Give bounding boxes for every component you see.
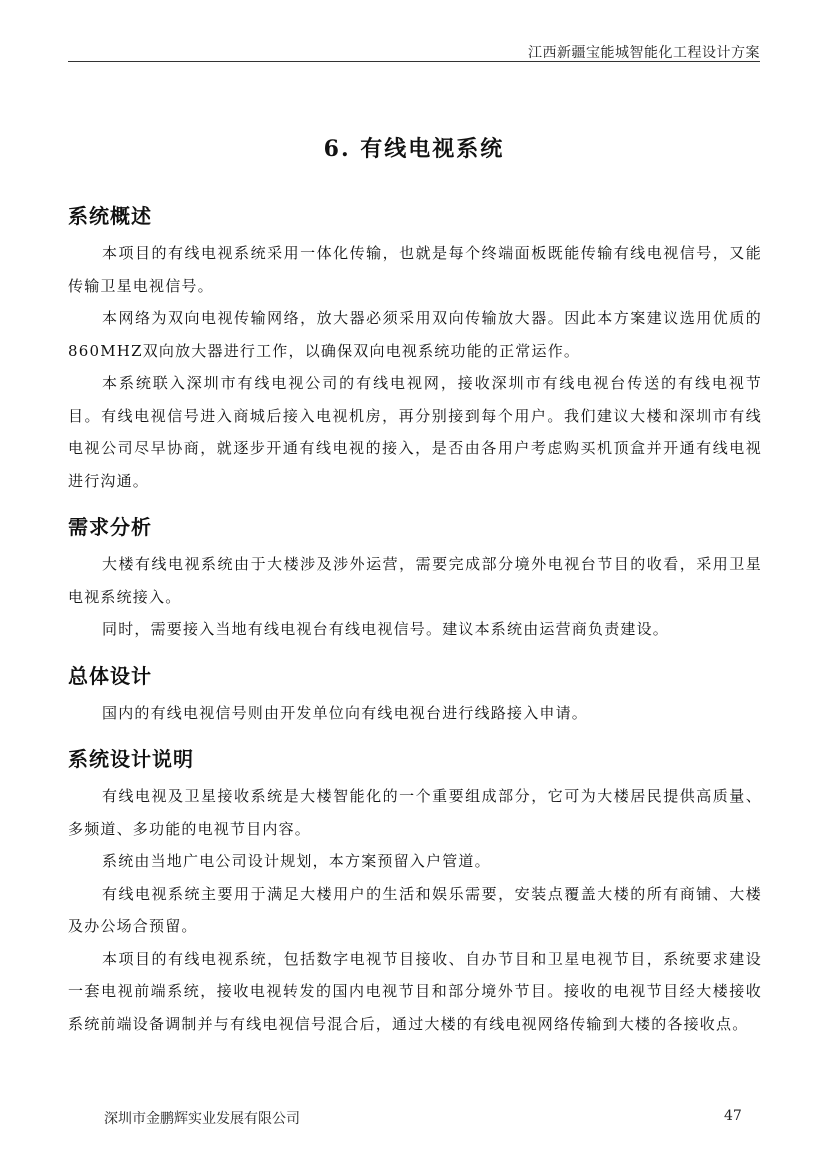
section-heading: 系统设计说明	[68, 747, 194, 771]
section-requirements	[68, 511, 762, 646]
paragraph: 本网络为双向电视传输网络，放大器必须采用双向传输放大器。因此本方案建议选用优质的860MHZ双向放大器进行工作，以确保双向电视系统功能的正常运作。	[68, 309, 762, 360]
chapter-title: 6. 有线电视系统	[323, 136, 505, 162]
section-overall-design	[68, 660, 762, 730]
page-number: 47	[724, 1108, 742, 1124]
header-rule	[68, 61, 760, 62]
paragraph: 本系统联入深圳市有线电视公司的有线电视网，接收深圳市有线电视台传送的有线电视节目。有线电视信号进入商城后接入电视机房，再分别接到每个用户。我们建议大楼和深圳市有线电视公司尽早协商，就逐步开通有线电视的接入，是否由各用户考虑购买机顶盒并开通有线电视进行沟通。	[68, 374, 762, 490]
paragraph: 有线电视系统主要用于满足大楼用户的生活和娱乐需要，安装点覆盖大楼的所有商铺、大楼及办公场合预留。	[68, 884, 762, 935]
section-overview	[68, 200, 762, 497]
paragraph: 系统由当地广电公司设计规划，本方案预留入户管道。	[102, 852, 491, 870]
paragraph: 本项目的有线电视系统，包括数字电视节目接收、自办节目和卫星电视节目，系统要求建设一套电视前端系统，接收电视转发的国内电视节目和部分境外节目。接收的电视节目经大楼接收系统前端设备调制并与有线电视信号混合后，通过大楼的有线电视网络传输到大楼的各接收点。	[68, 949, 762, 1033]
paragraph: 国内的有线电视信号则由开发单位向有线电视台进行线路接入申请。	[102, 703, 589, 722]
paragraph: 同时，需要接入当地有线电视台有线电视信号。建议本系统由运营商负责建设。	[102, 620, 670, 638]
footer-company: 深圳市金鹏辉实业发展有限公司	[104, 1111, 300, 1127]
paragraph: 大楼有线电视系统由于大楼涉及涉外运营，需要完成部分境外电视台节目的收看，采用卫星电视系统接入。	[68, 555, 762, 606]
section-heading: 系统概述	[68, 204, 152, 228]
section-heading: 总体设计	[68, 663, 152, 688]
document-body	[68, 200, 762, 1054]
paragraph: 有线电视及卫星接收系统是大楼智能化的一个重要组成部分，它可为大楼居民提供高质量、多频道、多功能的电视节目内容。	[68, 787, 762, 838]
section-heading: 需求分析	[68, 515, 152, 539]
document-header: 江西新疆宝能城智能化工程设计方案	[528, 45, 760, 61]
section-design-notes	[68, 743, 762, 1040]
paragraph: 本项目的有线电视系统采用一体化传输，也就是每个终端面板既能传输有线电视信号，又能传输卫星电视信号。	[68, 244, 762, 295]
